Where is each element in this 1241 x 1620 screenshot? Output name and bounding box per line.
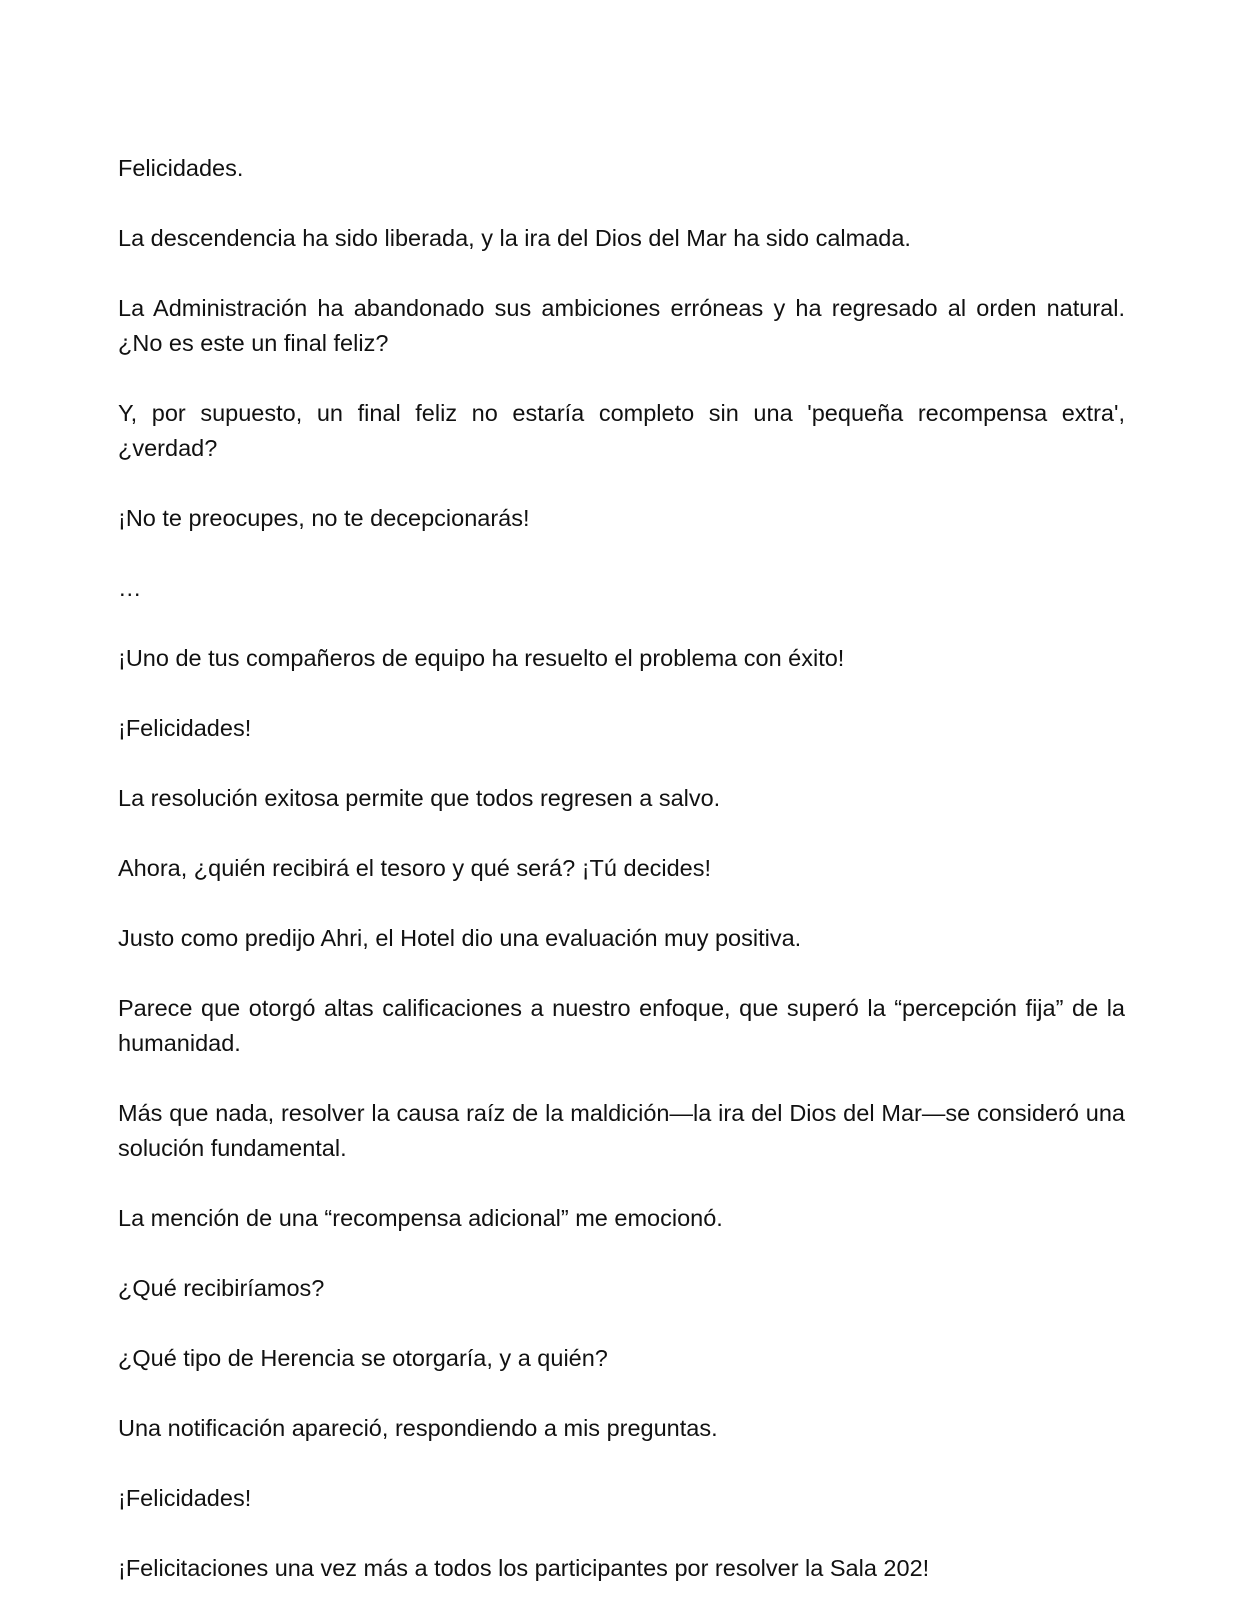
paragraph: Justo como predijo Ahri, el Hotel dio una evaluación muy positiva. <box>118 925 802 951</box>
paragraph: ¡Felicidades! <box>118 715 252 741</box>
paragraph: Y, por supuesto, un final feliz no estaría completo sin una 'pequeña recompensa extra', ¿verdad? <box>118 400 1125 461</box>
paragraph: Parece que otorgó altas calificaciones a nuestro enfoque, que superó la “percepción fija” de la humanidad. <box>118 995 1125 1056</box>
paragraph: Ahora, ¿quién recibirá el tesoro y qué será? ¡Tú decides! <box>118 855 712 881</box>
paragraph: ¡Uno de tus compañeros de equipo ha resuelto el problema con éxito! <box>118 645 845 671</box>
paragraph: ¡Felicitaciones una vez más a todos los participantes por resolver la Sala 202! <box>118 1555 930 1581</box>
paragraph: La descendencia ha sido liberada, y la ira del Dios del Mar ha sido calmada. <box>118 225 911 251</box>
paragraph: ¡No te preocupes, no te decepcionarás! <box>118 505 530 531</box>
paragraph: Una notificación apareció, respondiendo a mis preguntas. <box>118 1415 718 1441</box>
paragraph: Felicidades. <box>118 155 244 181</box>
paragraph: ¡Felicidades! <box>118 1485 252 1511</box>
document-body <box>118 151 1125 1586</box>
paragraph: … <box>118 575 142 601</box>
paragraph: Más que nada, resolver la causa raíz de la maldición—la ira del Dios del Mar—se consideró una solución fundamental. <box>118 1100 1125 1161</box>
paragraph: La resolución exitosa permite que todos regresen a salvo. <box>118 785 721 811</box>
paragraph: ¿Qué tipo de Herencia se otorgaría, y a quién? <box>118 1345 608 1371</box>
paragraph: La mención de una “recompensa adicional” me emocionó. <box>118 1205 723 1231</box>
paragraph: ¿Qué recibiríamos? <box>118 1275 325 1301</box>
paragraph: La Administración ha abandonado sus ambiciones erróneas y ha regresado al orden natural. ¿No es este un final feliz? <box>118 295 1125 356</box>
